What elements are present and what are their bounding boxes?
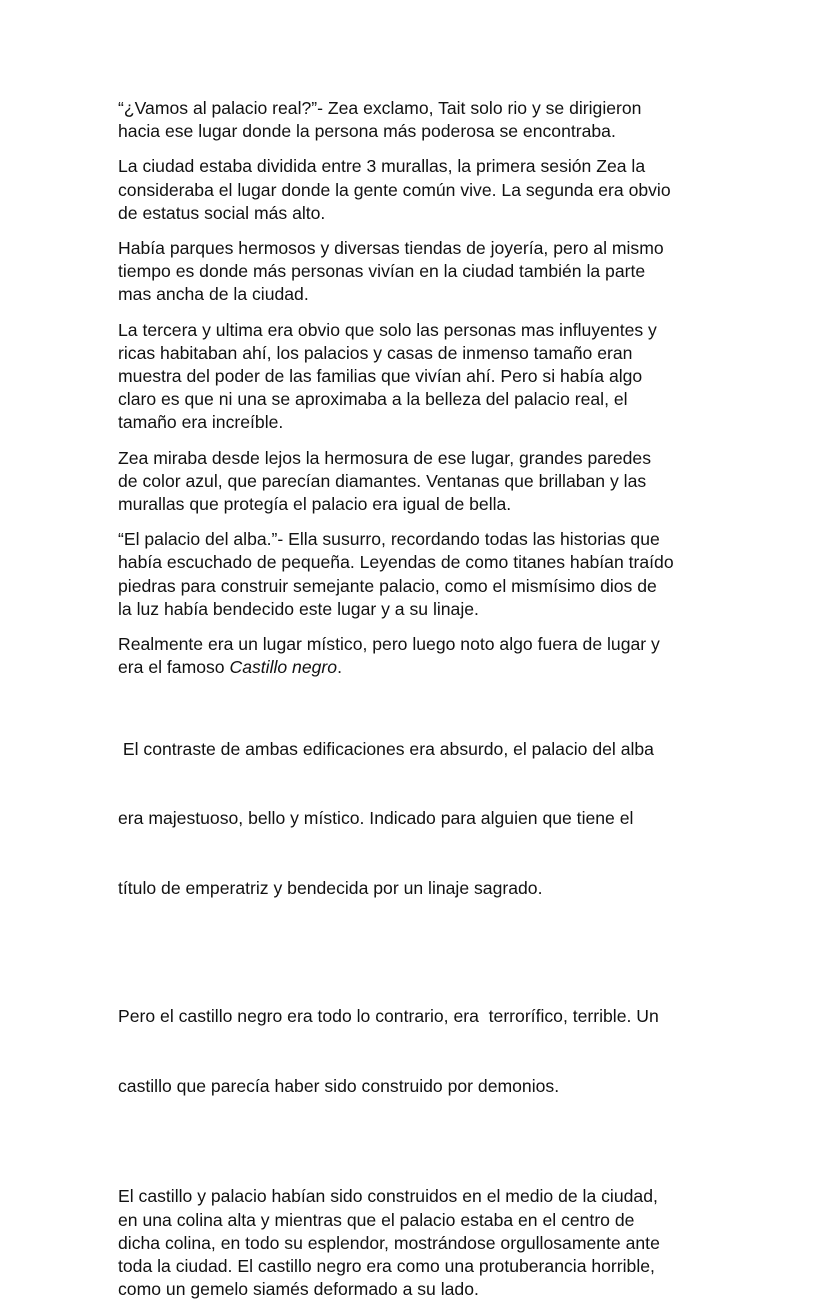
text-line: dicha colina, en todo su esplendor, mostrándose orgullosamente ante	[118, 1232, 660, 1253]
text-line: había escuchado de pequeña. Leyendas de como titanes habían traído	[118, 552, 674, 573]
text-line: tamaño era increíble.	[118, 412, 284, 433]
text-line: El contraste de ambas edificaciones era absurdo, el palacio del alba	[118, 738, 654, 759]
paragraph-9	[118, 959, 738, 1145]
text-line: muestra del poder de las familias que vivían ahí. Pero si había algo	[118, 366, 643, 387]
text-line: Zea miraba desde lejos la hermosura de ese lugar, grandes paredes	[118, 447, 652, 468]
text-run: .	[337, 657, 342, 678]
text-line: Realmente era un lugar místico, pero luego noto algo fuera de lugar y	[118, 634, 660, 655]
text-line: “El palacio del alba.”- Ella susurro, recordando todas las historias que	[118, 529, 660, 550]
text-run: era el famoso	[118, 657, 230, 678]
text-line: como un gemelo siamés deformado a su lado.	[118, 1279, 479, 1300]
paragraph-10	[118, 1185, 738, 1301]
text-line: Había parques hermosos y diversas tiendas de joyería, pero al mismo	[118, 238, 664, 259]
text-line: toda la ciudad. El castillo negro era como una protuberancia horrible,	[118, 1255, 655, 1276]
text-line: era majestuoso, bello y místico. Indicado para alguien que tiene el	[118, 808, 634, 829]
text-line: murallas que protegía el palacio era igual de bella.	[118, 494, 512, 515]
paragraph-4	[118, 319, 738, 435]
text-line: “¿Vamos al palacio real?”- Zea exclamo, Tait solo rio y se dirigieron	[118, 98, 642, 118]
text-line-mixed	[118, 656, 738, 679]
italic-title: Castillo negro	[229, 657, 338, 678]
text-line: consideraba el lugar donde la gente común vive. La segunda era obvio	[118, 179, 671, 200]
text-line: La tercera y ultima era obvio que solo las personas mas influyentes y	[118, 319, 657, 340]
text-line: piedras para construir semejante palacio, como el mismísimo dios de	[118, 575, 657, 596]
text-line: La ciudad estaba dividida entre 3 murallas, la primera sesión Zea la	[118, 156, 646, 177]
text-line: ricas habitaban ahí, los palacios y casas de inmenso tamaño eran	[118, 342, 633, 363]
text-line: Pero el castillo negro era todo lo contrario, era terrorífico, terrible. Un	[118, 1006, 659, 1027]
paragraph-1	[118, 97, 738, 143]
text-line: de color azul, que parecían diamantes. Ventanas que brillaban y las	[118, 470, 647, 491]
paragraph-3	[118, 237, 738, 307]
paragraph-7	[118, 633, 738, 679]
text-line: hacia ese lugar donde la persona más poderosa se encontraba.	[118, 121, 616, 142]
text-line: en una colina alta y mientras que el palacio estaba en el centro de	[118, 1209, 635, 1230]
text-line: tiempo es donde más personas vivían en la ciudad también la parte	[118, 261, 646, 282]
text-line: título de emperatriz y bendecida por un linaje sagrado.	[118, 878, 543, 899]
text-line: mas ancha de la ciudad.	[118, 284, 309, 305]
text-line: castillo que parecía haber sido construido por demonios.	[118, 1075, 560, 1096]
text-line: la luz había bendecido este lugar y a su linaje.	[118, 598, 479, 619]
paragraph-8	[118, 691, 738, 946]
text-line: El castillo y palacio habían sido construidos en el medio de la ciudad,	[118, 1186, 658, 1207]
text-line: de estatus social más alto.	[118, 202, 326, 223]
paragraph-5	[118, 447, 738, 517]
document-body	[118, 97, 738, 1313]
paragraph-6	[118, 528, 738, 621]
text-line: claro es que ni una se aproximaba a la belleza del palacio real, el	[118, 389, 628, 410]
paragraph-2	[118, 155, 738, 225]
